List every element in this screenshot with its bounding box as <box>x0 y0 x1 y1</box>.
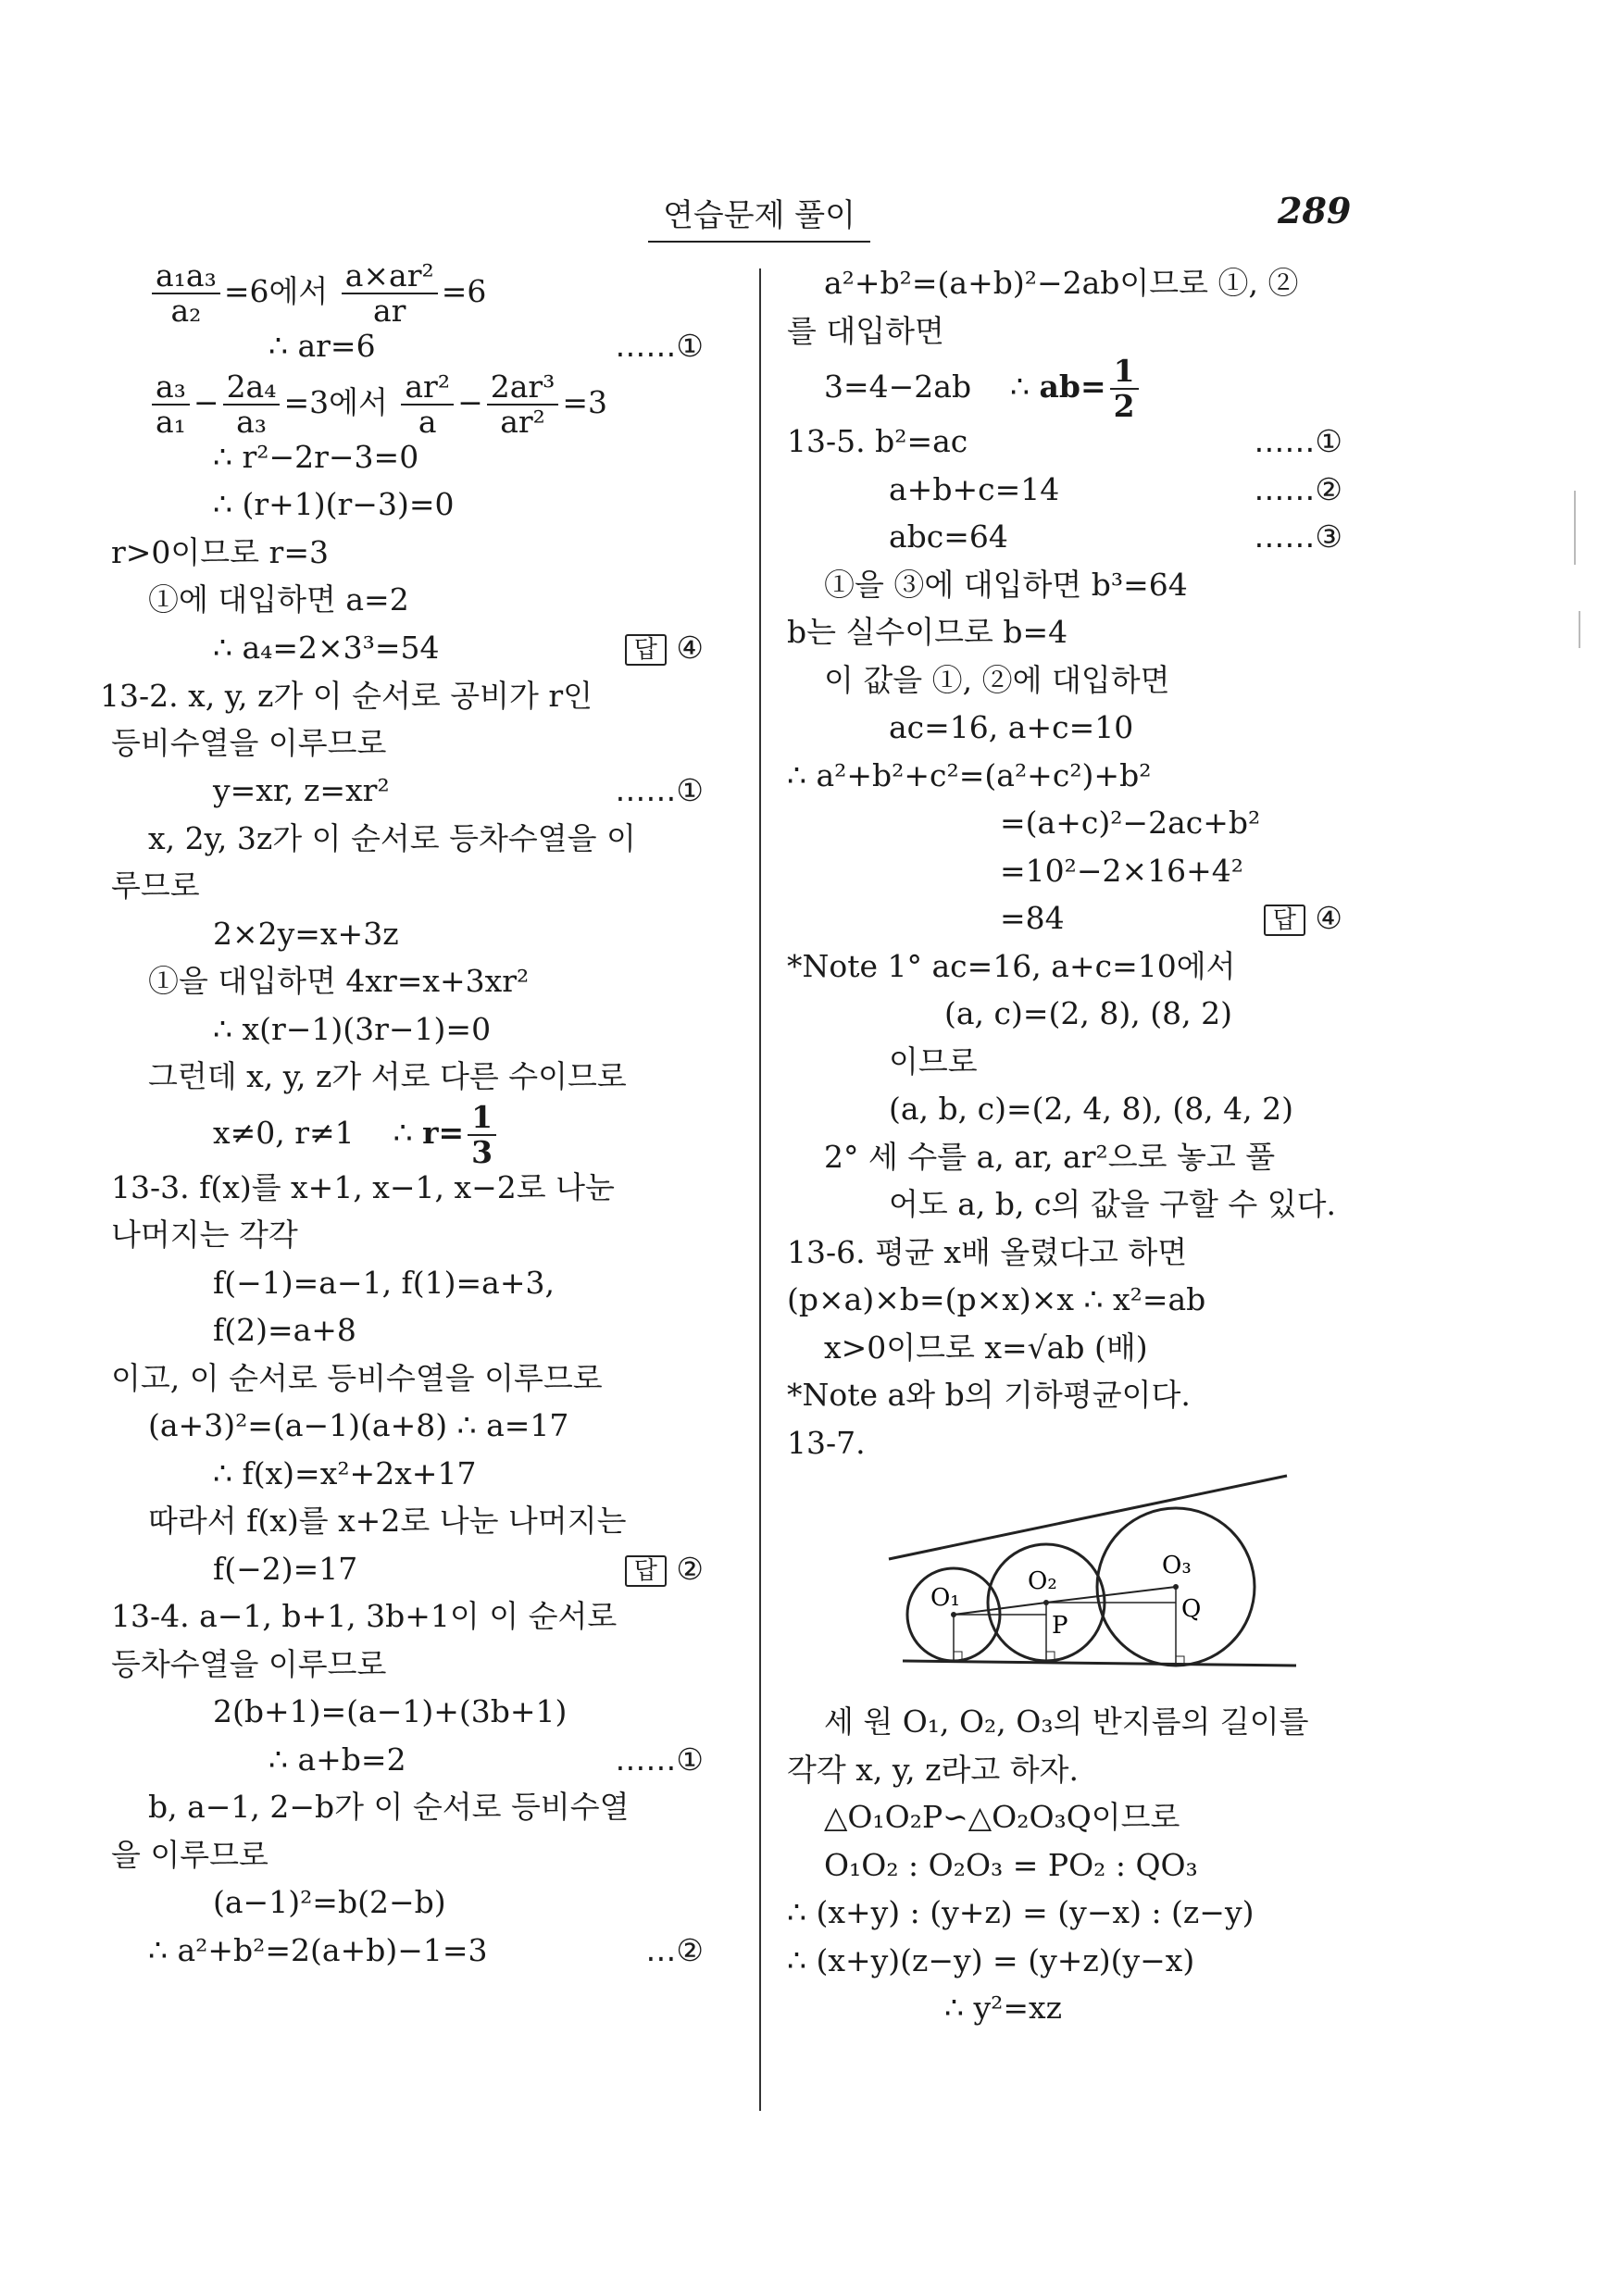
text-line: 이 값을 ①, ②에 대입하면 <box>824 661 1170 698</box>
problem-heading: 13-7. <box>787 1424 866 1461</box>
text-line: ∴ f(x)=x²+2x+17 <box>213 1454 477 1491</box>
text-line: f(2)=a+8 <box>213 1312 356 1348</box>
answer <box>1253 894 1342 942</box>
text-line <box>111 322 741 370</box>
text-line: 이므로 <box>889 1042 978 1079</box>
label-p: P <box>1052 1612 1068 1640</box>
text-line: 을 이루므로 <box>111 1836 268 1873</box>
text-line: =(a+c)²−2ac+b² <box>1000 805 1261 841</box>
note-line: *Note a와 b의 기하평균이다. <box>787 1377 1191 1413</box>
equation: y=xr, z=xr² <box>213 772 390 808</box>
text-line: 를 대입하면 <box>787 312 944 349</box>
text-line: 이고, 이 순서로 등비수열을 이루므로 <box>111 1359 603 1396</box>
text-line <box>787 466 1380 514</box>
text-line <box>111 624 741 672</box>
answer-choice: ④ <box>1315 900 1342 936</box>
reference-mark: ……③ <box>1254 518 1342 555</box>
reference-mark: ……① <box>1254 423 1342 459</box>
equation: =84 <box>1000 900 1065 936</box>
diagram-svg <box>880 1466 1305 1689</box>
text-line: 2×2y=x+3z <box>213 915 399 952</box>
section-title: 연습문제 풀이 <box>648 190 870 243</box>
text-line: =10²−2×16+4² <box>1000 852 1244 889</box>
answer-box: 답 <box>1264 905 1305 936</box>
text-line: ∴ (x+y) : (y+z) = (y−x) : (z−y) <box>787 1894 1255 1930</box>
point-o2 <box>1043 1600 1049 1605</box>
text-line <box>111 1736 741 1784</box>
text-line: 나머지는 각각 <box>111 1217 298 1253</box>
equation: abc=64 <box>889 518 1008 555</box>
equation: ∴ a+b=2 <box>268 1741 406 1778</box>
fraction: $\frac{\text{ar²}}{a}$ <box>401 370 454 439</box>
problem-heading <box>100 671 741 719</box>
text-line: △O₁O₂P∽△O₂O₃Q이므로 <box>824 1799 1180 1835</box>
page-header <box>0 190 1623 245</box>
answer-box: 답 <box>625 634 667 666</box>
text-line: b는 실수이므로 b=4 <box>787 614 1068 650</box>
text-line: ①에 대입하면 a=2 <box>148 581 409 618</box>
text-line: 따라서 f(x)를 x+2로 나눈 나머지는 <box>148 1503 627 1539</box>
label-q: Q <box>1181 1595 1202 1623</box>
text-line: ①을 ③에 대입하면 b³=64 <box>824 566 1188 603</box>
text-line: ①을 대입하면 4xr=x+3xr² <box>148 963 530 999</box>
fraction: $\frac{\text{2ar³}}{\text{ar²}}$ <box>487 370 559 439</box>
fraction: $\frac{\text{2a₄}}{\text{a₃}}$ <box>223 370 281 439</box>
text-line: (a−1)²=b(2−b) <box>213 1884 446 1920</box>
point-o3 <box>1173 1584 1179 1590</box>
text-line: 각각 x, y, z라고 하자. <box>787 1751 1079 1788</box>
circles-diagram <box>787 1466 1380 1698</box>
fraction: $\frac{1}{3}$ <box>468 1101 496 1169</box>
problem-text: 13-5. b²=ac <box>787 423 968 459</box>
left-column <box>100 257 741 1974</box>
equation: ∴ a²+b²=2(a+b)−1=3 <box>148 1931 488 1968</box>
text-line: $\frac{\text{a₃}}{\text{a₁}}$ − $\frac{\text{2a₄}}{\text{a₃}}$ =3에서 $\frac{\text{ar²}}{a}$ − $\frac{\text{2ar³}}{\text{ar²}}$ =3 <box>111 370 741 433</box>
fraction: $\frac{\text{a₁a₃}}{\text{a₂}}$ <box>152 259 220 328</box>
text-line: (p×a)×b=(p×x)×x ∴ x²=ab <box>787 1281 1206 1317</box>
text-line: ∴ (x+y)(z−y) = (y+z)(y−x) <box>787 1941 1195 1978</box>
column-divider <box>759 268 761 2111</box>
point-o1 <box>951 1612 956 1617</box>
answer-choice: ④ <box>676 629 704 666</box>
problem-heading: 13-6. 평균 x배 올렸다고 하면 <box>787 1233 1188 1270</box>
text-line: 등차수열을 이루므로 <box>111 1645 387 1682</box>
text-line: O₁O₂ : O₂O₃ = PO₂ : QO₃ <box>824 1846 1198 1883</box>
problem-heading: 13-3. f(x)를 x+1, x−1, x−2로 나눈 <box>111 1168 615 1205</box>
text-line: 2° 세 수를 a, ar, ar²으로 놓고 풀 <box>824 1138 1276 1175</box>
equation: f(−2)=17 <box>213 1550 358 1587</box>
text-line: ∴ r²−2r−3=0 <box>213 438 419 475</box>
text-line: 루므로 <box>111 867 200 904</box>
text-line: $\frac{\text{a₁a₃}}{\text{a₂}}$ =6에서 $\frac{\text{a×ar²}}{ar}$ =6 <box>111 259 741 322</box>
fraction: $\frac{\text{a₃}}{\text{a₁}}$ <box>152 370 190 439</box>
text-line <box>111 767 741 815</box>
label-o2: O₂ <box>1028 1567 1057 1595</box>
segment-o2-o3 <box>1046 1587 1176 1603</box>
text-line: r>0이므로 r=3 <box>111 533 329 570</box>
reference-mark: ……② <box>1254 470 1342 507</box>
right-column <box>787 259 1380 2032</box>
equation: a+b+c=14 <box>889 470 1060 507</box>
problem-text: 13-2. x, y, z가 이 순서로 공비가 r인 <box>100 678 593 714</box>
text-line: (a+3)²=(a−1)(a+8) ∴ a=17 <box>148 1407 569 1443</box>
text-line: a²+b²=(a+b)²−2ab이므로 ①, ② <box>824 265 1299 301</box>
problem-heading: 13-4. a−1, b+1, 3b+1이 이 순서로 <box>111 1598 618 1634</box>
text-line: 세 원 O₁, O₂, O₃의 반지름의 길이를 <box>824 1703 1309 1740</box>
label-o3: O₃ <box>1162 1552 1192 1579</box>
right-angle-mark <box>954 1652 962 1660</box>
text-line: x, 2y, 3z가 이 순서로 등차수열을 이 <box>148 819 636 856</box>
text-line <box>787 513 1380 561</box>
text-line: b, a−1, 2−b가 이 순서로 등비수열 <box>148 1789 630 1825</box>
note-line: *Note 1° ac=16, a+c=10에서 <box>787 947 1236 984</box>
text-line: 그런데 x, y, z가 서로 다른 수이므로 <box>148 1058 627 1094</box>
text-line: ∴ y²=xz <box>944 1990 1063 2026</box>
equation: ∴ a₄=2×3³=54 <box>213 629 440 666</box>
text-line: ∴ x(r−1)(3r−1)=0 <box>213 1010 492 1047</box>
reference-mark: ……① <box>615 772 704 808</box>
equation: ∴ ar=6 <box>268 328 376 364</box>
fraction: $\frac{1}{2}$ <box>1110 355 1139 423</box>
upper-tangent-line <box>889 1476 1287 1559</box>
answer <box>614 624 704 672</box>
reference-mark: ……① <box>615 1741 704 1778</box>
text-line: (a, b, c)=(2, 4, 8), (8, 4, 2) <box>889 1091 1294 1127</box>
text-line <box>111 1927 741 1975</box>
text-line: ∴ a²+b²+c²=(a²+c²)+b² <box>787 756 1152 793</box>
right-angle-mark <box>1046 1652 1055 1660</box>
text-line: f(−1)=a−1, f(1)=a+3, <box>213 1264 555 1301</box>
answer-box: 답 <box>625 1555 667 1587</box>
scan-mark <box>1579 611 1580 648</box>
text-line: 어도 a, b, c의 값을 구할 수 있다. <box>889 1186 1336 1222</box>
text-line: (a, c)=(2, 8), (8, 2) <box>944 995 1232 1031</box>
text-line <box>111 1545 741 1593</box>
reference-mark: …② <box>645 1931 704 1968</box>
problem-heading <box>787 418 1380 466</box>
text-line: x>0이므로 x=√ab (배) <box>824 1329 1148 1366</box>
text-line: 3=4−2ab ∴ ab= $\frac{1}{2}$ <box>787 355 1380 418</box>
page-number: 289 <box>1278 190 1352 231</box>
text-line: x≠0, r≠1 ∴ r= $\frac{1}{3}$ <box>111 1101 741 1164</box>
text-line <box>787 894 1380 942</box>
scan-mark <box>1574 491 1576 565</box>
text-line: 2(b+1)=(a−1)+(3b+1) <box>213 1693 568 1729</box>
text-line: ac=16, a+c=10 <box>889 709 1134 745</box>
text-line: 등비수열을 이루므로 <box>111 724 387 761</box>
reference-mark: ……① <box>615 328 704 364</box>
answer <box>614 1545 704 1593</box>
text-line: ∴ (r+1)(r−3)=0 <box>213 486 455 522</box>
answer-choice: ② <box>676 1550 704 1587</box>
fraction: $\frac{\text{a×ar²}}{ar}$ <box>342 259 438 328</box>
label-o1: O₁ <box>930 1584 960 1612</box>
